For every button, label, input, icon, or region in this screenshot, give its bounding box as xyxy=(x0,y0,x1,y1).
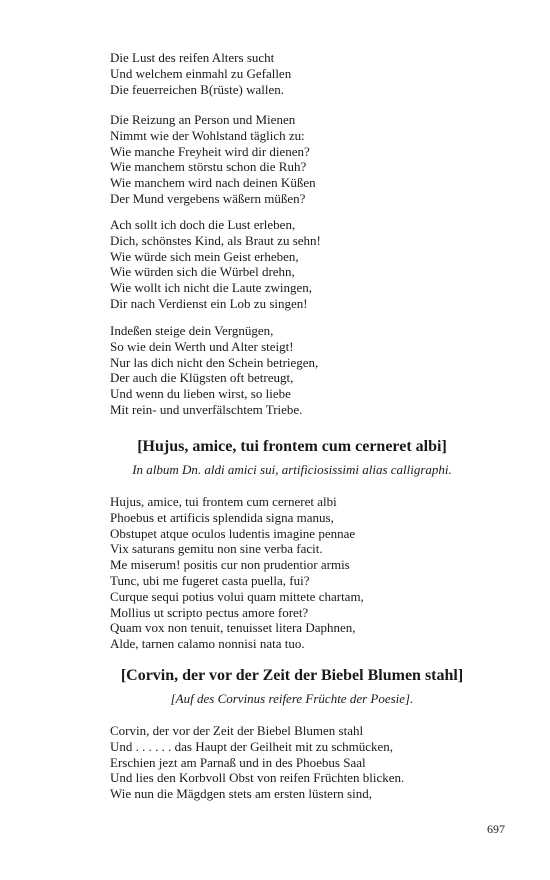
verse-line: Und lies den Korbvoll Obst von reifen Früchten blicken. xyxy=(110,770,405,786)
poem1-stanza-1 xyxy=(110,50,291,97)
verse-line: Und wenn du lieben wirst, so liebe xyxy=(110,386,291,402)
verse-line: Der Mund vergebens wäßern müßen? xyxy=(110,190,306,206)
poem3-title: [Corvin, der vor der Zeit der Biebel Blumen stahl] xyxy=(120,667,464,684)
verse-line: Die Reizung an Person und Mienen xyxy=(110,112,296,127)
verse-line: Die feuerreichen B(rüste) wallen. xyxy=(110,81,284,97)
verse-line: Corvin, der vor der Zeit der Biebel Blumen stahl xyxy=(110,723,364,738)
verse-line: Indeßen steige dein Vergnügen, xyxy=(110,323,274,338)
verse-line: Nur las dich nicht den Schein betriegen, xyxy=(110,354,319,370)
poem2-title: [Hujus, amice, tui frontem cum cerneret albi] xyxy=(137,438,447,455)
poem3-body xyxy=(110,723,404,802)
verse-line: Der auch die Klügsten oft betreugt, xyxy=(110,370,294,386)
poem2-body xyxy=(110,494,364,652)
poem1-stanza-4 xyxy=(110,323,318,418)
page-number: 697 xyxy=(487,822,505,836)
verse-line: Nimmt wie der Wohlstand täglich zu: xyxy=(110,127,305,143)
verse-line: Wie manche Freyheit wird dir dienen? xyxy=(110,143,310,159)
verse-line: Hujus, amice, tui frontem cum cerneret albi xyxy=(110,494,337,509)
verse-line: Phoebus et artificis splendida signa manus, xyxy=(110,509,334,525)
verse-line: Wie nun die Mägdgen stets am ersten lüstern sind, xyxy=(110,786,372,802)
verse-line: Wie manchem störstu schon die Ruh? xyxy=(110,159,307,175)
verse-line: Me miserum! positis cur non prudentior armis xyxy=(110,557,350,573)
verse-line: Erschien jezt am Parnaß und in des Phoebus Saal xyxy=(110,754,366,770)
poem1-stanza-2 xyxy=(110,112,316,207)
verse-line: Mollius ut scripto pectus amore foret? xyxy=(110,604,309,620)
verse-line: Die Lust des reifen Alters sucht xyxy=(110,50,275,65)
verse-line: Wie wollt ich nicht die Laute zwingen, xyxy=(110,280,312,296)
verse-line: Quam vox non tenuit, tenuisset litera Daphnen, xyxy=(110,620,356,636)
verse-line: Ach sollt ich doch die Lust erleben, xyxy=(110,217,296,232)
verse-line: Obstupet atque oculos ludentis imagine pennae xyxy=(110,525,356,541)
verse-line: Dich, schönstes Kind, als Braut zu sehn! xyxy=(110,232,321,248)
verse-line: Und . . . . . . das Haupt der Geilheit mit zu schmücken, xyxy=(110,738,394,754)
verse-line: Wie würden sich die Würbel drehn, xyxy=(110,264,295,280)
verse-line: Vix saturans gemitu non sine verba facit. xyxy=(110,541,323,557)
poem3-subtitle: [Auf des Corvinus reifere Früchte der Poesie]. xyxy=(170,691,414,706)
verse-line: Wie würde sich mein Geist erheben, xyxy=(110,248,299,264)
verse-line: Mit rein- und unverfälschtem Triebe. xyxy=(110,401,303,417)
verse-line: Wie manchem wird nach deinen Küßen xyxy=(110,175,316,191)
verse-line: Alde, tarnen calamo nonnisi nata tuo. xyxy=(110,636,305,652)
verse-line: Und welchem einmahl zu Gefallen xyxy=(110,65,292,81)
verse-line: So wie dein Werth und Alter steigt! xyxy=(110,338,294,354)
verse-line: Curque sequi potius volui quam mittete chartam, xyxy=(110,588,364,604)
verse-line: Tunc, ubi me fugeret casta puella, fui? xyxy=(110,572,310,588)
poem1-stanza-3 xyxy=(110,217,321,312)
verse-line: Dir nach Verdienst ein Lob zu singen! xyxy=(110,295,308,311)
poem2-subtitle: In album Dn. aldi amici sui, artificiosissimi alias calligraphi. xyxy=(132,462,452,477)
